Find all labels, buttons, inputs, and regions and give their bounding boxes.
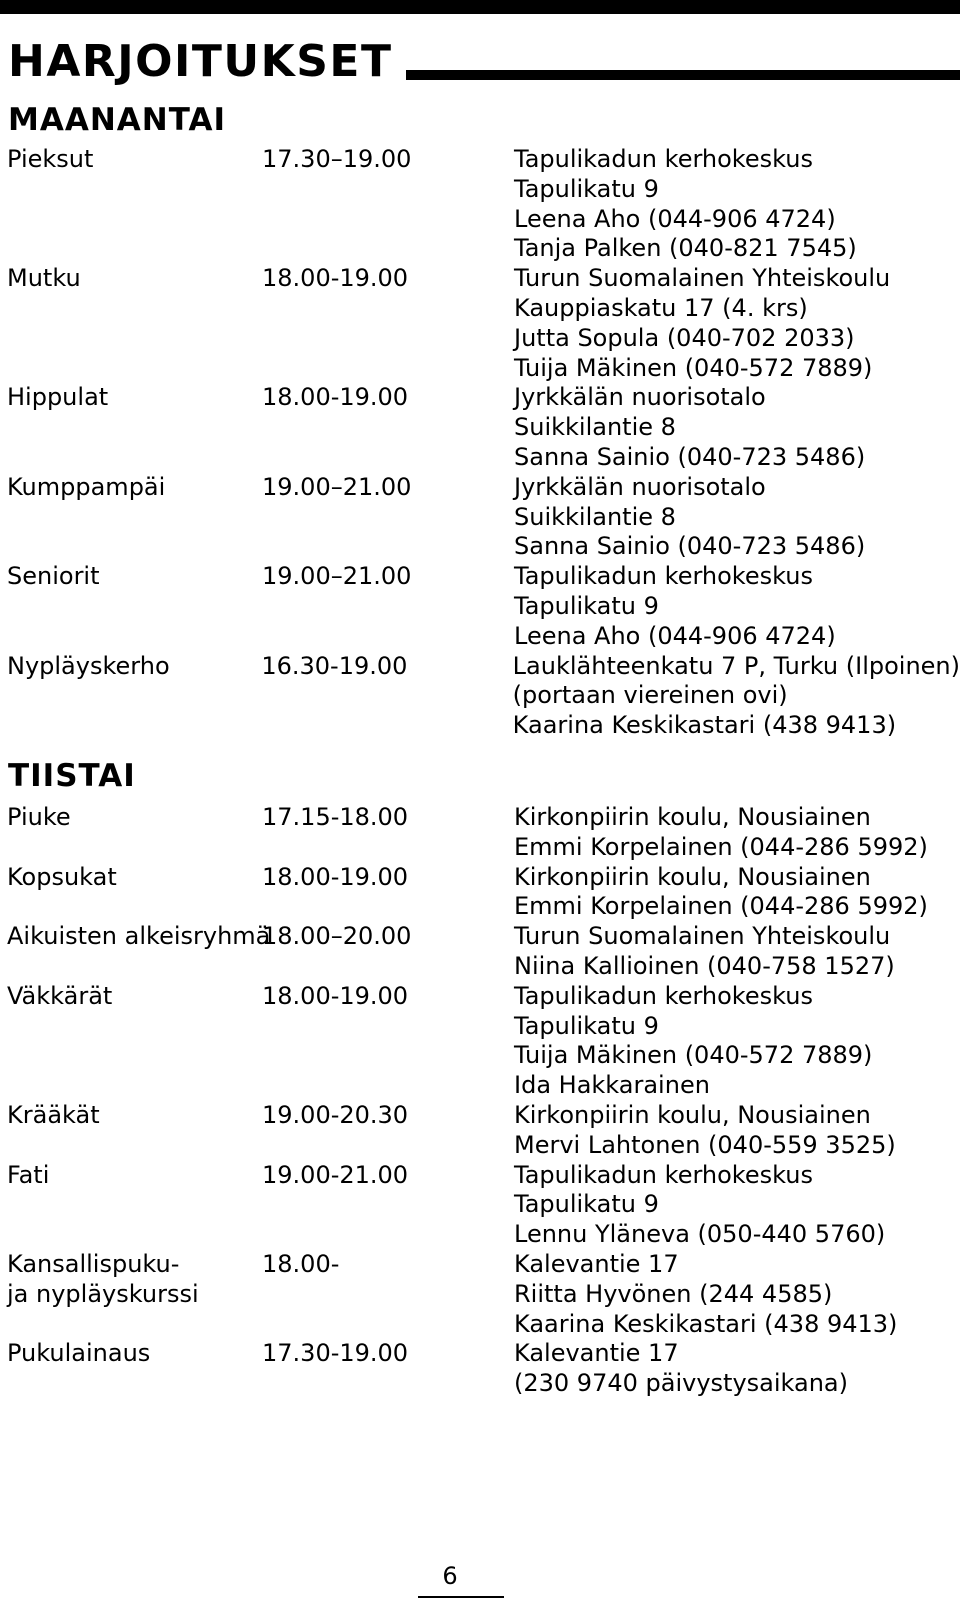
location-contact-info-line: Kirkonpiirin koulu, Nousiainen <box>514 803 871 831</box>
group-name-line: Nypläyskerho <box>7 651 170 680</box>
schedule-entry <box>0 863 960 923</box>
location-contact-info-line: Kaarina Keskikastari (438 9413) <box>512 711 897 740</box>
group-name-line: Väkkärät <box>7 981 113 1010</box>
group-name-line: ja nypläyskurssi <box>7 1279 199 1308</box>
schedule-entry <box>0 145 960 264</box>
day-heading-maanantai: MAANANTAI <box>8 102 226 138</box>
group-name <box>0 1250 262 1339</box>
session-time <box>262 1161 514 1250</box>
location-contact-info-line: Riitta Hyvönen (244 4585) <box>514 1279 833 1308</box>
session-time <box>261 652 512 741</box>
location-contact-info-line: (portaan viereinen ovi) <box>512 681 788 710</box>
location-contact-info <box>514 264 960 383</box>
group-name <box>0 1339 262 1399</box>
schedule-entry <box>0 922 960 982</box>
location-contact-info <box>514 803 960 863</box>
location-contact-info-line: Kauppiaskatu 17 (4. krs) <box>514 293 808 322</box>
location-contact-info-line: Kirkonpiirin koulu, Nousiainen <box>514 1100 871 1129</box>
location-contact-info <box>513 652 960 741</box>
location-contact-info-line: Turun Suomalainen Yhteiskoulu <box>514 922 891 951</box>
location-contact-info-line: Turun Suomalainen Yhteiskoulu <box>514 264 891 293</box>
schedule-entry <box>0 1101 960 1161</box>
group-name <box>0 652 261 741</box>
session-time <box>262 1101 514 1161</box>
location-contact-info-line: Tapulikadun kerhokeskus <box>514 145 813 173</box>
session-time <box>262 473 514 562</box>
location-contact-info-line: Tapulikadun kerhokeskus <box>514 981 813 1010</box>
group-name <box>0 1161 262 1250</box>
page-number-rule <box>418 1596 504 1598</box>
group-name-line: Kopsukat <box>7 862 117 891</box>
session-time <box>262 1339 514 1399</box>
location-contact-info-line: Tapulikatu 9 <box>514 174 659 203</box>
group-name-line: Aikuisten alkeisryhmä <box>7 922 271 951</box>
schedule-entry <box>0 1339 960 1399</box>
location-contact-info-line: Leena Aho (044-906 4724) <box>514 621 836 650</box>
group-name-line: Hippulat <box>7 383 109 412</box>
group-name <box>0 145 262 264</box>
location-contact-info <box>514 1101 960 1161</box>
session-time <box>262 982 514 1101</box>
location-contact-info-line: Kaarina Keskikastari (438 9413) <box>514 1309 898 1338</box>
location-contact-info-line: Tapulikatu 9 <box>514 591 659 620</box>
location-contact-info-line: Emmi Korpelainen (044-286 5992) <box>514 832 928 861</box>
group-name-line: Pieksut <box>7 145 94 173</box>
schedule-entry <box>0 473 960 562</box>
session-time-line: 18.00-19.00 <box>262 383 409 412</box>
session-time-line: 19.00-21.00 <box>262 1160 409 1189</box>
session-time <box>262 803 514 863</box>
schedule-entry <box>0 562 960 651</box>
day-heading-tiistai: TIISTAI <box>8 758 136 794</box>
title-rule <box>406 70 960 80</box>
location-contact-info-line: Kalevantie 17 <box>514 1339 679 1368</box>
group-name <box>0 863 262 923</box>
location-contact-info-line: Lennu Yläneva (050-440 5760) <box>514 1220 886 1249</box>
group-name-line: Krääkät <box>7 1100 100 1129</box>
schedule-maanantai <box>0 145 960 741</box>
session-time <box>262 922 514 982</box>
group-name <box>0 264 262 383</box>
session-time-line: 17.15-18.00 <box>262 803 409 831</box>
group-name <box>0 473 262 562</box>
location-contact-info <box>514 473 960 562</box>
session-time-line: 19.00–21.00 <box>262 472 412 501</box>
location-contact-info <box>514 562 960 651</box>
schedule-entry <box>0 803 960 863</box>
location-contact-info-line: Tapulikadun kerhokeskus <box>514 562 813 591</box>
location-contact-info-line: Ida Hakkarainen <box>514 1071 710 1100</box>
group-name <box>0 803 262 863</box>
location-contact-info-line: Suikkilantie 8 <box>514 413 676 442</box>
session-time <box>262 562 514 651</box>
location-contact-info <box>514 1250 960 1339</box>
group-name-line: Kansallispuku- <box>7 1249 180 1278</box>
location-contact-info-line: Tapulikatu 9 <box>514 1190 659 1219</box>
session-time-line: 17.30–19.00 <box>262 145 412 173</box>
schedule-tiistai <box>0 803 960 1399</box>
schedule-entry <box>0 1250 960 1339</box>
location-contact-info-line: Tuija Mäkinen (040-572 7889) <box>514 353 873 382</box>
schedule-entry <box>0 982 960 1101</box>
location-contact-info-line: Tuija Mäkinen (040-572 7889) <box>514 1041 873 1070</box>
session-time-line: 19.00-20.30 <box>262 1100 409 1129</box>
group-name <box>0 922 271 982</box>
session-time-line: 18.00-19.00 <box>262 264 409 293</box>
location-contact-info-line: Tanja Palken (040-821 7545) <box>514 234 857 263</box>
location-contact-info-line: Mervi Lahtonen (040-559 3525) <box>514 1130 896 1159</box>
group-name <box>0 383 262 472</box>
location-contact-info <box>514 863 960 923</box>
location-contact-info-line: Leena Aho (044-906 4724) <box>514 204 836 233</box>
session-time-line: 18.00-19.00 <box>262 862 409 891</box>
location-contact-info-line: Emmi Korpelainen (044-286 5992) <box>514 892 928 921</box>
session-time <box>262 863 514 923</box>
location-contact-info-line: Sanna Sainio (040-723 5486) <box>514 532 866 561</box>
group-name <box>0 1101 262 1161</box>
top-rule <box>0 0 960 14</box>
location-contact-info <box>514 383 960 472</box>
session-time-line: 19.00–21.00 <box>262 562 412 591</box>
session-time-line: 18.00- <box>262 1249 340 1278</box>
session-time <box>262 383 514 472</box>
location-contact-info-line: Tapulikatu 9 <box>514 1011 659 1040</box>
location-contact-info-line: Tapulikadun kerhokeskus <box>514 1160 813 1189</box>
location-contact-info <box>514 982 960 1101</box>
location-contact-info-line: Jyrkkälän nuorisotalo <box>514 472 766 501</box>
session-time <box>262 1250 514 1339</box>
location-contact-info-line: Jyrkkälän nuorisotalo <box>514 383 766 412</box>
schedule-entry <box>0 383 960 472</box>
schedule-entry <box>0 652 960 741</box>
location-contact-info-line: Lauklähteenkatu 7 P, Turku (Ilpoinen) <box>512 651 960 680</box>
location-contact-info <box>514 145 960 264</box>
group-name-line: Kumppampäi <box>7 472 166 501</box>
session-time-line: 18.00-19.00 <box>262 981 409 1010</box>
session-time <box>262 145 514 264</box>
location-contact-info <box>514 1339 960 1399</box>
session-time-line: 17.30-19.00 <box>262 1339 409 1368</box>
session-time <box>262 264 514 383</box>
session-time-line: 16.30-19.00 <box>261 651 408 680</box>
location-contact-info-line: Niina Kallioinen (040-758 1527) <box>514 951 895 980</box>
group-name <box>0 562 262 651</box>
location-contact-info-line: Sanna Sainio (040-723 5486) <box>514 442 866 471</box>
location-contact-info-line: Kirkonpiirin koulu, Nousiainen <box>514 862 871 891</box>
schedule-entry <box>0 264 960 383</box>
location-contact-info-line: Suikkilantie 8 <box>514 502 676 531</box>
location-contact-info <box>514 922 960 982</box>
group-name-line: Piuke <box>7 803 71 831</box>
session-time-line: 18.00–20.00 <box>262 922 412 951</box>
schedule-entry <box>0 1161 960 1250</box>
group-name <box>0 982 262 1101</box>
group-name-line: Fati <box>7 1160 50 1189</box>
location-contact-info-line: Kalevantie 17 <box>514 1249 679 1278</box>
location-contact-info-line: Jutta Sopula (040-702 2033) <box>514 323 855 352</box>
location-contact-info-line: (230 9740 päivystysaikana) <box>514 1369 848 1398</box>
group-name-line: Pukulainaus <box>7 1339 151 1368</box>
group-name-line: Seniorit <box>7 562 100 591</box>
group-name-line: Mutku <box>7 264 81 293</box>
page-number: 6 <box>442 1562 458 1590</box>
location-contact-info <box>514 1161 960 1250</box>
page-title: HARJOITUKSET <box>8 36 393 87</box>
